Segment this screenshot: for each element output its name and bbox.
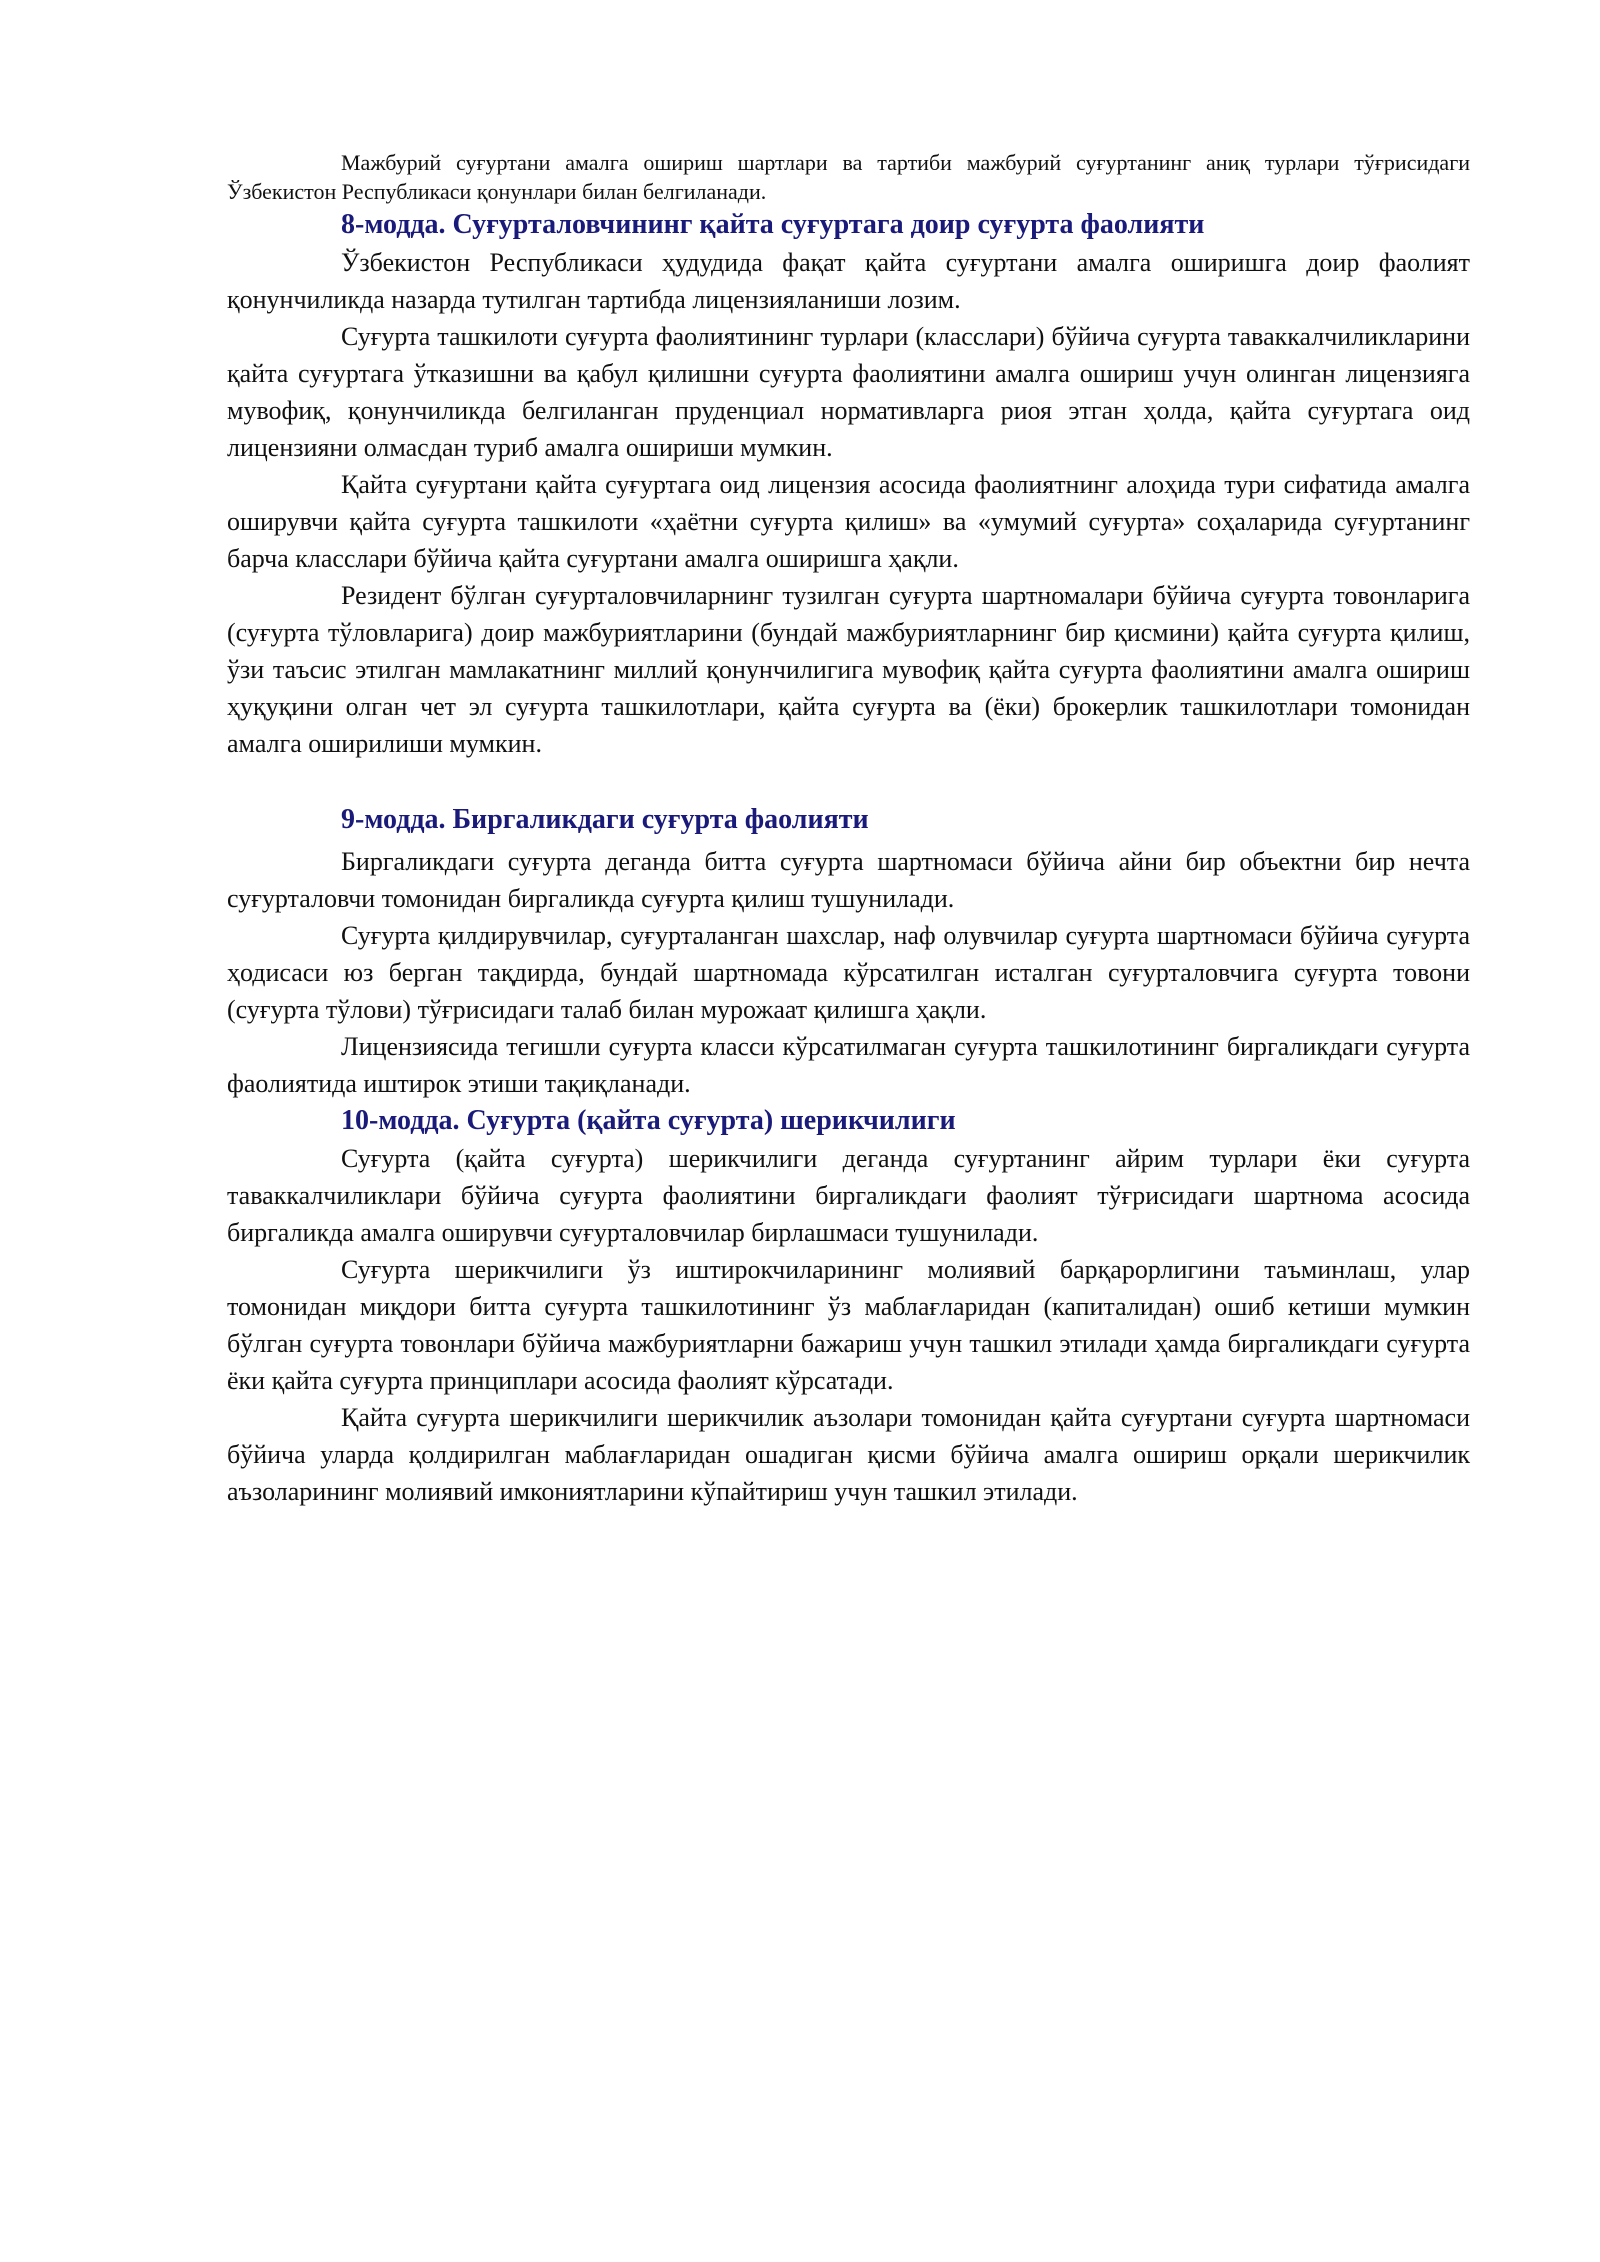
section-10-paragraph-1: Суғурта (қайта суғурта) шерикчилиги деганда суғуртанинг айрим турлари ёки суғурта таваккалчиликлари бўйича суғурта фаолиятини биргаликдаги фаолият тўғрисидаги шартнома асосида биргаликда амалга оширувчи суғурталовчилар бирлашмаси тушунилади. xyxy=(227,1144,1470,1247)
section-9-paragraph-1: Биргаликдаги суғурта деганда битта суғурта шартномаси бўйича айни бир объектни бир нечта суғурталовчи томонидан биргаликда суғурта қилиш тушунилади. xyxy=(227,847,1470,913)
section-8-heading: 8-модда. Суғурталовчининг қайта суғуртага доир суғурта фаолияти xyxy=(341,209,1205,240)
section-8-paragraph-1: Ўзбекистон Республикаси ҳудудида фақат қайта суғуртани амалга оширишга доир фаолият қонунчиликда назарда тутилган тартибда лицензияланиши лозим. xyxy=(227,248,1470,314)
section-10-paragraph-2: Суғурта шерикчилиги ўз иштирокчиларининг молиявий барқарорлигини таъминлаш, улар томонидан миқдори битта суғурта ташкилотининг ўз маблағларидан (капиталидан) ошиб кетиши мумкин бўлган суғурта товонлари бўйича мажбуриятларни бажариш учун ташкил этилади ҳамда биргаликдаги суғурта ёки қайта суғурта принциплари асосида фаолият кўрсатади. xyxy=(227,1255,1470,1395)
section-8-paragraph-3: Қайта суғуртани қайта суғуртага оид лицензия асосида фаолиятнинг алоҳида тури сифатида амалга оширувчи қайта суғурта ташкилоти «ҳаётни суғурта қилиш» ва «умумий суғурта» соҳаларида суғуртанинг барча класслари бўйича қайта суғуртани амалга оширишга ҳақли. xyxy=(227,470,1470,573)
section-10-paragraph-3: Қайта суғурта шерикчилиги шерикчилик аъзолари томонидан қайта суғуртани суғурта шартномаси бўйича уларда қолдирилган маблағларидан ошадиган қисми бўйича амалга ошириш орқали шерикчилик аъзоларининг молиявий имкониятларини кўпайтириш учун ташкил этилади. xyxy=(227,1403,1470,1506)
section-9-heading: 9-модда. Биргаликдаги суғурта фаолияти xyxy=(341,804,869,835)
section-9-paragraph-2: Суғурта қилдирувчилар, суғурталанган шахслар, наф олувчилар суғурта шартномаси бўйича суғурта ҳодисаси юз берган тақдирда, бундай шартномада кўрсатилган исталган суғурталовчига суғурта товони (суғурта тўлови) тўғрисидаги талаб билан мурожаат қилишга ҳақли. xyxy=(227,921,1470,1024)
section-8-paragraph-4: Резидент бўлган суғурталовчиларнинг тузилган суғурта шартномалари бўйича суғурта товонларига (суғурта тўловларига) доир мажбуриятларини (бундай мажбуриятларнинг бир қисмини) қайта суғурта қилиш, ўзи таъсис этилган мамлакатнинг миллий қонунчилигига мувофиқ қайта суғурта фаолиятини амалга ошириш ҳуқуқини олган чет эл суғурта ташкилотлари, қайта суғурта ва (ёки) брокерлик ташкилотлари томонидан амалга оширилиши мумкин. xyxy=(227,581,1470,758)
section-9-paragraph-3: Лицензиясида тегишли суғурта класси кўрсатилмаган суғурта ташкилотининг биргаликдаги суғурта фаолиятида иштирок этиши тақиқланади. xyxy=(227,1032,1470,1098)
document-page xyxy=(227,148,1470,1510)
intro-paragraph: Мажбурий суғуртани амалга ошириш шартлари ва тартиби мажбурий суғуртанинг аниқ турлари тўғрисидаги Ўзбекистон Республикаси қонунлари билан белгиланади. xyxy=(227,150,1470,204)
section-8-paragraph-2: Суғурта ташкилоти суғурта фаолиятининг турлари (класслари) бўйича суғурта таваккалчиликларини қайта суғуртага ўтказишни ва қабул қилишни суғурта фаолиятини амалга ошириш учун олинган лицензияга мувофиқ, қонунчиликда белгиланган пруденциал нормативларга риоя этган ҳолда, қайта суғуртага оид лицензияни олмасдан туриб амалга ошириши мумкин. xyxy=(227,322,1470,462)
section-10-heading: 10-модда. Суғурта (қайта суғурта) шерикчилиги xyxy=(341,1105,956,1136)
